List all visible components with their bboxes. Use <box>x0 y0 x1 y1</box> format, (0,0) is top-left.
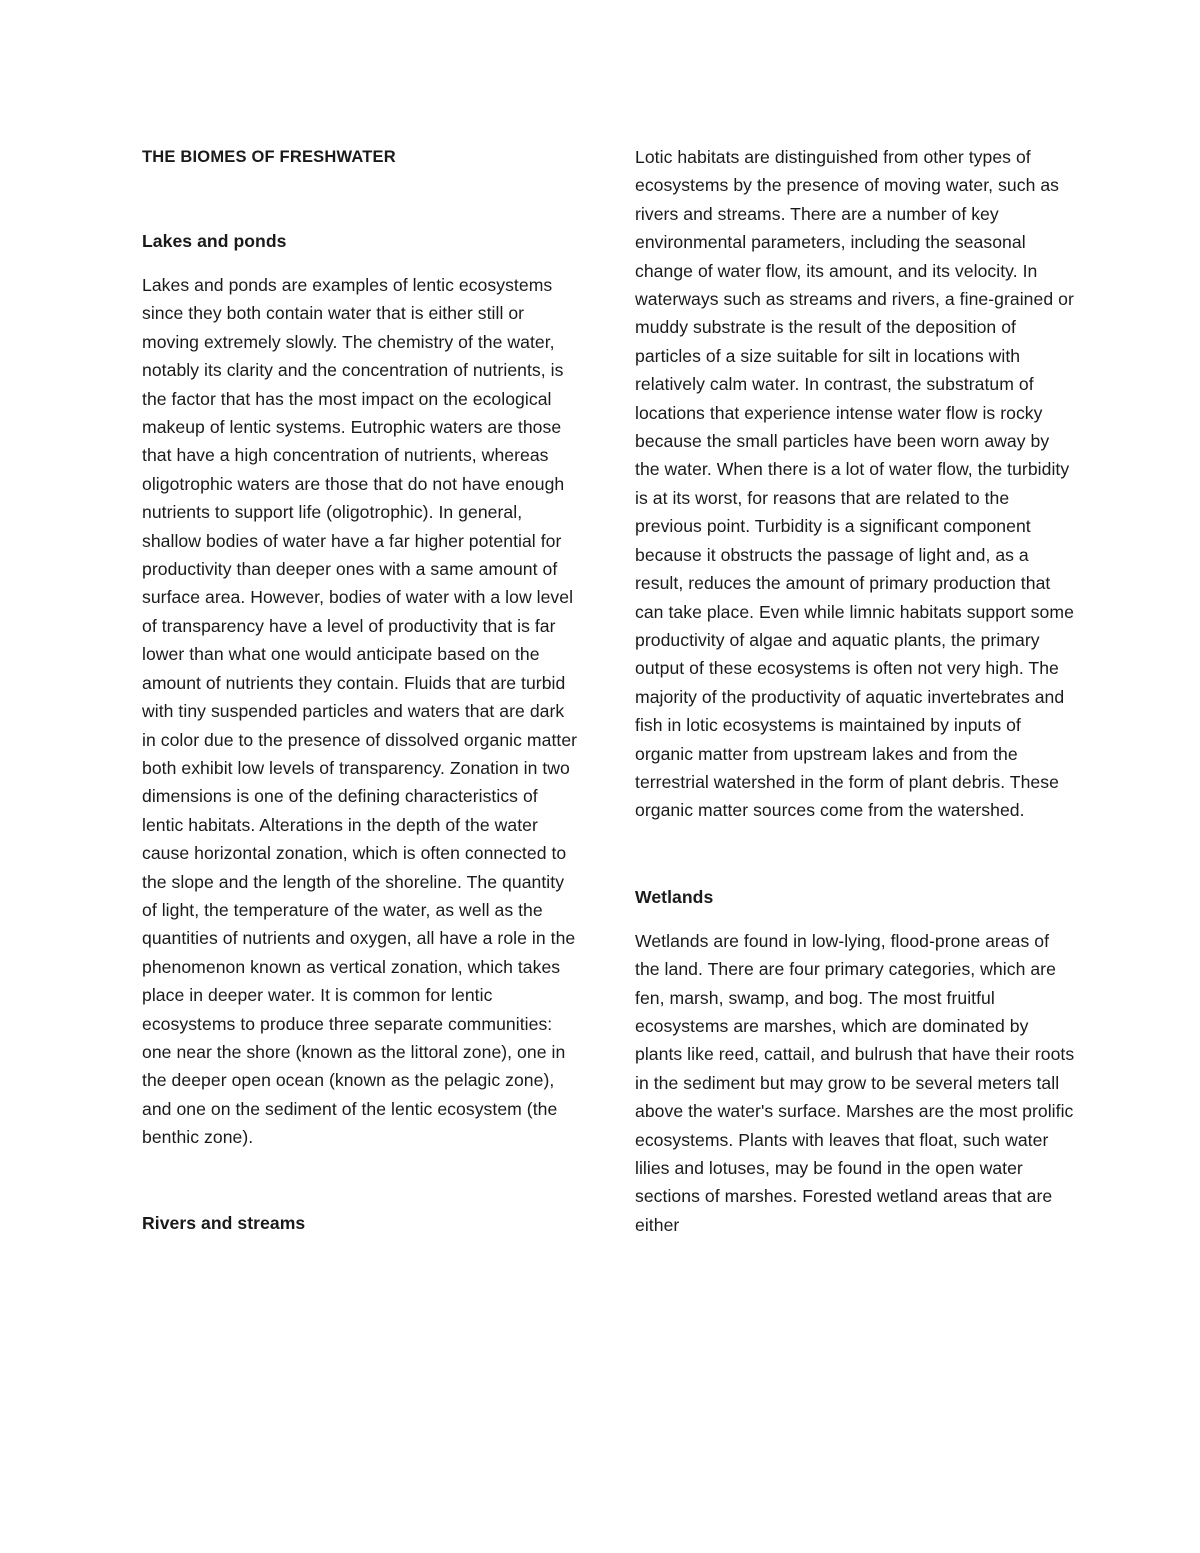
section-heading-wetlands: Wetlands <box>635 886 714 907</box>
section-heading-lakes: Lakes and ponds <box>142 231 287 251</box>
section-heading-rivers: Rivers and streams <box>142 1212 306 1233</box>
section-body-rivers: Lotic habitats are distinguished from other types of ecosystems by the presence of moving water, such as rivers and streams. There are a number of key environmental parameters, including the seasonal change of water flow, its amount, and its velocity. In waterways such as streams and rivers, a fine-grained or muddy substrate is the result of the deposition of particles of a size suitable for silt in locations with relatively calm water. In contrast, the substratum of locations that experience intense water flow is rocky because the small particles have been worn away by the water. When there is a lot of water flow, the turbidity is at its worst, for reasons that are related to the previous point. Turbidity is a significant component because it obstructs the passage of light and, as a result, reduces the amount of primary production that can take place. Even while limnic habitats support some productivity of algae and aquatic plants, the primary output of these ecosystems is often not very high. The majority of the productivity of aquatic invertebrates and fish in lotic ecosystems is maintained by inputs of organic matter from upstream lakes and from the terrestrial watershed in the form of plant debris. These organic matter sources come from the watershed. <box>635 147 1074 821</box>
right-column <box>635 143 1075 1239</box>
document-title: THE BIOMES OF FRESHWATER <box>142 148 396 166</box>
left-column <box>142 143 582 1237</box>
section-body-wetlands: Wetlands are found in low-lying, flood-prone areas of the land. There are four primary categories, which are fen, marsh, swamp, and bog. The most fruitful ecosystems are marshes, which are dominated by plants like reed, cattail, and bulrush that have their roots in the sediment but may grow to be several meters tall above the water's surface. Marshes are the most prolific ecosystems. Plants with leaves that float, such water lilies and lotuses, may be found in the open water sections of marshes. Forested wetland areas that are either <box>635 930 1075 1235</box>
section-body-lakes: Lakes and ponds are examples of lentic ecosystems since they both contain water that is either still or moving extremely slowly. The chemistry of the water, notably its clarity and the concentration of nutrients, is the factor that has the most impact on the ecological makeup of lentic systems. Eutrophic waters are those that have a high concentration of nutrients, whereas oligotrophic waters are those that do not have enough nutrients to support life (oligotrophic). In general, shallow bodies of water have a far higher potential for productivity than deeper ones with a same amount of surface area. However, bodies of water with a low level of transparency have a level of productivity that is far lower than what one would anticipate based on the amount of nutrients they contain. Fluids that are turbid with tiny suspended particles and waters that are dark in color due to the presence of dissolved organic matter both exhibit low levels of transparency. Zonation in two dimensions is one of the defining characteristics of lentic habitats. Alterations in the depth of the water cause horizontal zonation, which is often connected to the slope and the length of the shoreline. The quantity of light, the temperature of the water, as well as the quantities of nutrients and oxygen, all have a role in the phenomenon known as vertical zonation, which takes place in deeper water. It is common for lentic ecosystems to produce three separate communities: one near the shore (known as the littoral zone), one in the deeper open ocean (known as the pelagic zone), and one on the sediment of the lentic ecosystem (the benthic zone). <box>142 275 578 1148</box>
